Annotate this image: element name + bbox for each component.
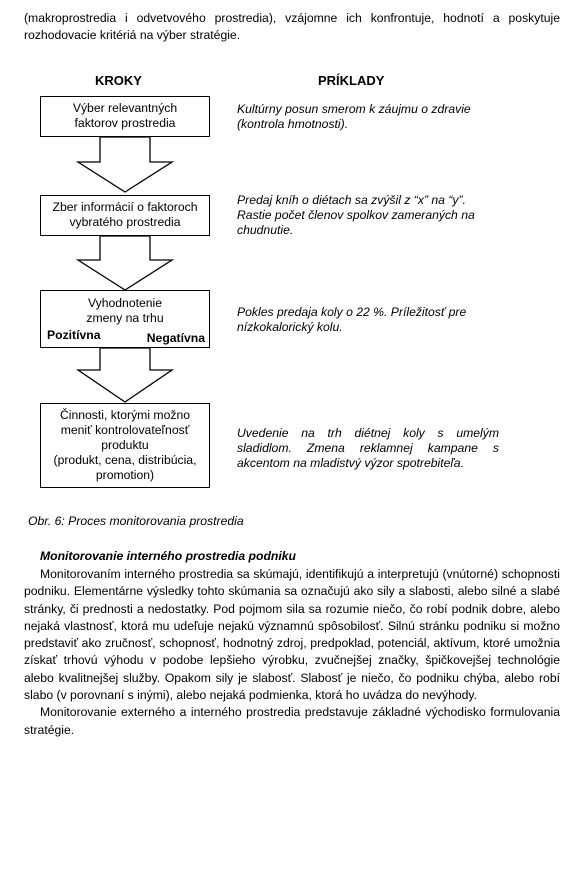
step-2-line-2: vybratého prostredia (69, 215, 181, 229)
down-arrow-2 (78, 236, 172, 290)
intro-paragraph: (makroprostredia i odvetvového prostredia), vzájomne ich konfrontuje, hodnotí a poskytuje rozhodovacie kritériá na výber stratégie. (24, 11, 560, 42)
step-3-line-1: Vyhodnotenie (87, 296, 163, 310)
body-paragraph-1: Monitorovaním interného prostredia sa skúmajú, identifikujú a interpretujú (vnútorné) schopnosti podniku. Elementárne výsledky tohto skúmania sa označujú ako sily a slabosti, alebo silné a slabé stránky, či prednosti a nedostatky. Pod pojmom sila sa rozumie niečo, čo robí podnik dobre, alebo nejaká vlastnosť, ktorá mu udeľuje nejakú významnú spôsobilosť. Silnú stránku podniku si možno predstaviť ako zručnosť, schopnosť, hodnotný zdroj, predpoklad, potenciál, aktívum, ktoré umožnia získať trhovú výhodu v podobe lepšieho výrobku, zvučnejšej značky, špičkovejšej technológie alebo kvalitnejšej služby. Opakom sily je slabosť. Slabosť je niečo, čo podniku chýba, alebo robí slabo (v porovnaní s inými), alebo nejaká podmienka, ktorá ho uvádza do nevýhody. (24, 567, 560, 703)
body-paragraph-2: Monitorovanie externého a interného prostredia predstavuje základné východisko formulovania stratégie. (24, 705, 560, 737)
step-4-line-2: meniť kontrolovateľnosť (60, 423, 190, 437)
step-box-4 (40, 403, 210, 488)
positive-label: Pozitívna (47, 328, 101, 342)
step-3-line-2: zmeny na trhu (86, 311, 164, 325)
step-2-line-1: Zber informácií o faktoroch (52, 200, 198, 214)
example-3: Pokles predaja koly o 22 %. Príležitosť pre nízkokalorický kolu. (237, 305, 467, 334)
step-box-3 (40, 290, 210, 348)
example-1: Kultúrny posun smerom k záujmu o zdravie (kontrola hmotnosti). (237, 102, 471, 131)
negative-label: Negatívna (146, 331, 205, 345)
down-arrow-3 (78, 348, 172, 402)
step-box-1 (40, 96, 210, 137)
step-4-line-5: promotion) (95, 468, 155, 482)
step-4-line-4: (produkt, cena, distribúcia, (53, 453, 197, 467)
example-4: Uvedenie na trh diétnej koly s umelým sladidlom. Zmena reklamnej kampane s akcentom na mladistvý výzor spotrebiteľa. (237, 426, 499, 470)
section-title: Monitorovanie interného prostredia podniku (40, 549, 296, 563)
step-4-line-3: produktu (101, 438, 149, 452)
step-4-line-1: Činnosti, ktorými možno (59, 408, 191, 422)
step-1-line-2: faktorov prostredia (74, 116, 176, 130)
step-box-2 (40, 195, 210, 236)
examples-heading: PRÍKLADY (318, 73, 385, 88)
section-body (24, 566, 560, 739)
example-2: Predaj kníh o diétach sa zvýšil z “x” na “y”. Rastie počet členov spolkov zameraných na chudnutie. (237, 193, 475, 237)
step-1-line-1: Výber relevantných (72, 101, 178, 115)
down-arrow-1 (78, 137, 172, 192)
figure-caption: Obr. 6: Proces monitorovania prostredia (28, 514, 244, 528)
steps-heading: KROKY (95, 73, 142, 88)
